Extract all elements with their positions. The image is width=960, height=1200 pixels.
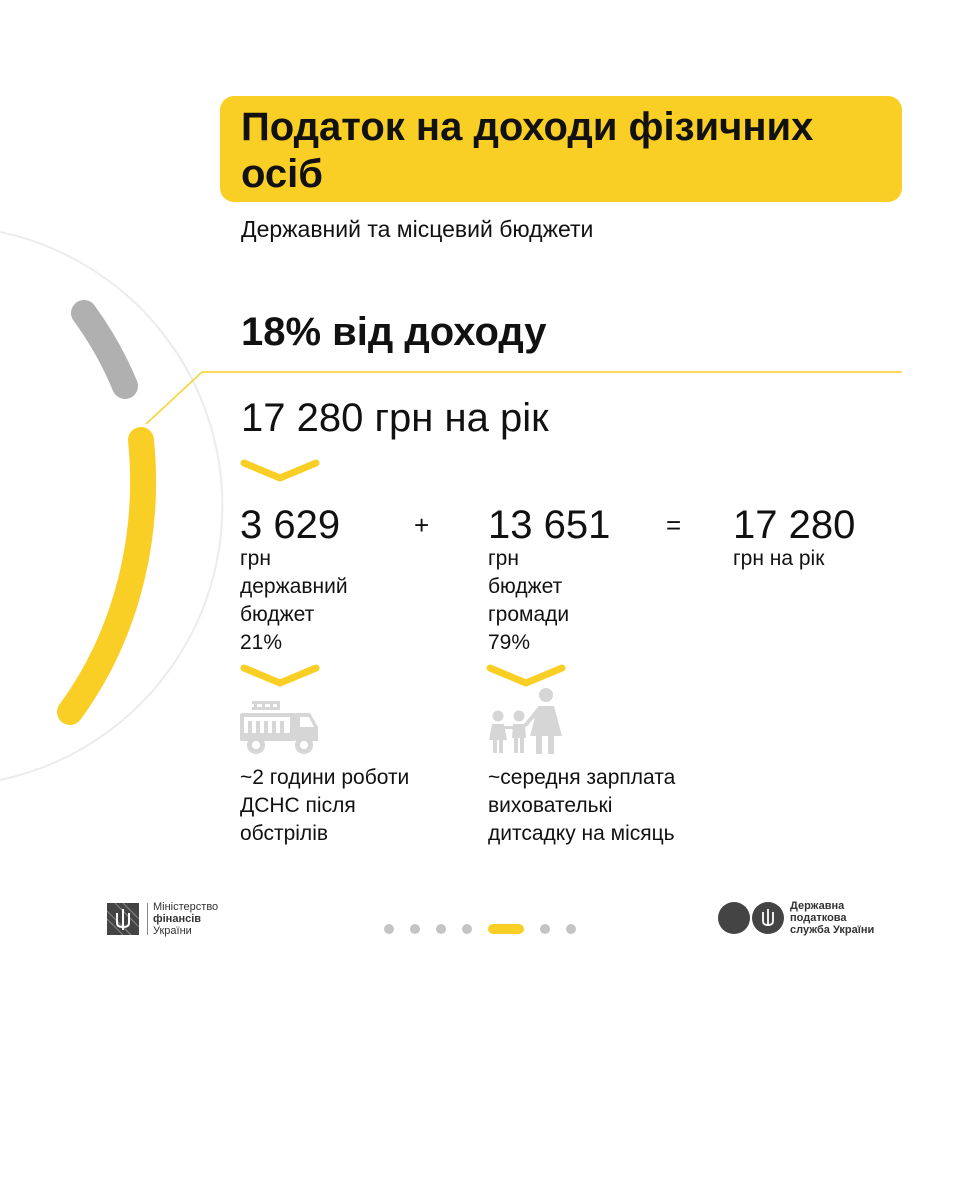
community-amount: 13 651 [488, 503, 611, 547]
chevron-down-icon [240, 663, 320, 689]
tax-service-name [790, 900, 874, 936]
tax-service-name-line3: служба України [790, 924, 875, 936]
ministry-logo [107, 901, 218, 937]
page-title: Податок на доходи фізичних осіб [241, 105, 814, 196]
total-unit: грн на рік [733, 547, 825, 570]
page-dot[interactable] [462, 924, 472, 934]
state-label-line2: бюджет [240, 603, 315, 626]
equals-sign: = [666, 510, 682, 540]
tax-service-logo [718, 900, 874, 936]
tax-rate: 18% від доходу [241, 310, 547, 354]
tax-service-name-line1: Державна [790, 900, 845, 912]
community-share: 79% [488, 631, 531, 654]
fire-truck-icon [240, 697, 320, 757]
community-budget-details [488, 545, 569, 657]
tax-service-emblem-icon [718, 901, 786, 935]
community-comparison [488, 764, 675, 848]
page-dot[interactable] [384, 924, 394, 934]
community-unit: грн [488, 547, 519, 570]
page-dot[interactable] [540, 924, 550, 934]
ministry-name [153, 901, 218, 937]
community-comparison-line1: ~середня зарплата [488, 766, 676, 789]
state-share: 21% [240, 631, 283, 654]
community-comparison-line2: вихователькі [488, 794, 613, 817]
state-comparison [240, 764, 409, 848]
state-budget-details [240, 545, 348, 657]
state-unit: грн [240, 547, 271, 570]
state-share-arc [84, 313, 125, 386]
state-comparison-line1: ~2 години роботи [240, 766, 410, 789]
community-label-line2: громади [488, 603, 570, 626]
state-comparison-line2: ДСНС після [240, 794, 356, 817]
pagination [384, 923, 592, 935]
title-banner [220, 96, 902, 202]
ministry-name-line2: фінансів [153, 913, 202, 925]
subtitle: Державний та місцевий бюджети [241, 216, 594, 242]
ministry-name-line3: України [153, 925, 192, 937]
background-circle-arc [0, 232, 222, 780]
total-amount: 17 280 [733, 503, 856, 547]
annual-total: 17 280 грн на рік [241, 396, 549, 440]
page-dot-active[interactable] [488, 924, 524, 934]
state-amount: 3 629 [240, 503, 341, 547]
state-label-line1: державний [240, 575, 348, 598]
page-dot[interactable] [410, 924, 420, 934]
ministry-name-line1: Міністерство [153, 901, 219, 913]
tax-service-name-line2: податкова [790, 912, 847, 924]
community-share-arc [70, 440, 143, 712]
kindergarten-teacher-icon [488, 686, 568, 758]
trident-emblem-icon [107, 903, 139, 935]
page-dot[interactable] [436, 924, 446, 934]
chevron-down-icon [240, 458, 320, 484]
page-dot[interactable] [566, 924, 576, 934]
community-comparison-line3: дитсадку на місяць [488, 822, 675, 845]
plus-sign: + [414, 510, 430, 540]
connector-line [146, 372, 202, 424]
community-label-line1: бюджет [488, 575, 563, 598]
state-comparison-line3: обстрілів [240, 822, 329, 845]
